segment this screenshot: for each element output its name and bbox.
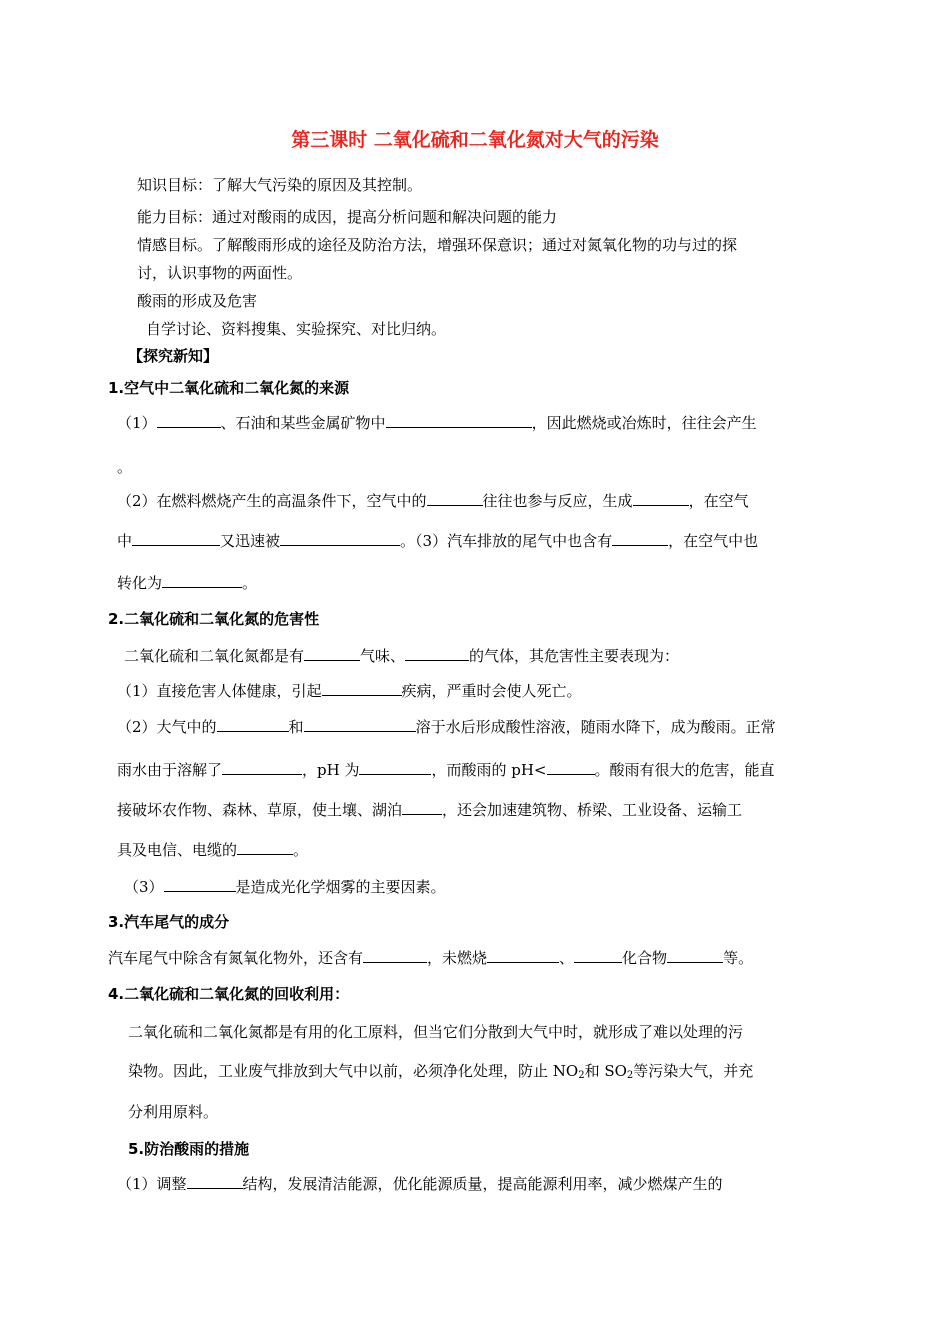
teaching-focus: 酸雨的形成及危害 — [137, 292, 258, 310]
s4-line-3: 分利用原料。 — [128, 1103, 219, 1121]
fill-blank[interactable] — [157, 413, 221, 428]
text: ，未燃烧 — [427, 949, 488, 967]
s2-intro — [124, 645, 679, 667]
text: 二氧化硫和二氧化氮都是有 — [124, 647, 305, 665]
fill-blank[interactable] — [612, 531, 668, 546]
text: 转化为 — [117, 574, 163, 592]
fill-blank[interactable] — [547, 760, 595, 775]
s4-line-2 — [128, 1060, 753, 1087]
text: 和 — [288, 718, 304, 736]
s1-paragraph-2 — [117, 490, 749, 512]
text: 。 — [293, 841, 309, 859]
fill-blank[interactable] — [322, 681, 402, 696]
subscript: 2 — [626, 1070, 634, 1081]
text: 。（3）汽车排放的尾气中也含有 — [400, 532, 613, 550]
fill-blank[interactable] — [667, 948, 723, 963]
fill-blank[interactable] — [164, 877, 236, 892]
text: ，在空气中也 — [668, 532, 759, 550]
text: 是造成光化学烟雾的主要因素。 — [235, 878, 446, 896]
s3-paragraph — [108, 947, 753, 969]
text: 汽车尾气中除含有氮氧化物外，还含有 — [108, 949, 364, 967]
fill-blank[interactable] — [574, 948, 622, 963]
text: 气味、 — [360, 647, 406, 665]
text: （1）直接危害人体健康，引起 — [117, 682, 322, 700]
text: 染物。因此，工业废气排放到大气中以前，必须净化处理，防止 NO — [128, 1062, 579, 1080]
knowledge-objective: 知识目标：了解大气污染的原因及其控制。 — [137, 176, 423, 194]
text: ，在空气 — [688, 492, 749, 510]
fill-blank[interactable] — [187, 1174, 243, 1189]
text: 化合物 — [622, 949, 668, 967]
text: 溶于水后形成酸性溶液，随雨水降下，成为酸雨。正常 — [415, 718, 776, 736]
ability-objective: 能力目标：通过对酸雨的成因，提高分析问题和解决问题的能力 — [137, 208, 558, 226]
s2-paragraph-2c — [117, 799, 742, 821]
text: ，而酸雨的 pH< — [431, 761, 547, 779]
page-title: 第三课时 二氧化硫和二氧化氮对大气的污染 — [291, 129, 659, 151]
fill-blank[interactable] — [280, 531, 400, 546]
s1-paragraph-2b — [117, 530, 758, 552]
text: （1）调整 — [117, 1175, 187, 1193]
text: 接破坏农作物、森林、草原，使土壤、湖泊 — [117, 801, 403, 819]
text: 的气体，其危害性主要表现为： — [469, 647, 680, 665]
explore-heading: 【探究新知】 — [128, 347, 219, 365]
s2-paragraph-3 — [124, 876, 446, 898]
fill-blank[interactable] — [237, 840, 293, 855]
text: 雨水由于溶解了 — [117, 761, 223, 779]
s2-paragraph-2d — [117, 839, 308, 861]
text: 等。 — [723, 949, 754, 967]
fill-blank[interactable] — [386, 413, 532, 428]
fill-blank[interactable] — [304, 717, 416, 732]
fill-blank[interactable] — [363, 948, 427, 963]
s2-paragraph-2 — [117, 716, 776, 738]
section-1-heading: 1.空气中二氧化硫和二氧化氮的来源 — [108, 379, 350, 397]
fill-blank[interactable] — [405, 646, 469, 661]
teaching-methods: 自学讨论、资料搜集、实验探究、对比归纳。 — [146, 320, 447, 338]
emotion-objective-line2: 讨，认识事物的两面性。 — [137, 264, 303, 282]
fill-blank[interactable] — [359, 760, 431, 775]
s1-paragraph-2c — [117, 572, 257, 594]
s4-line-1: 二氧化硫和二氧化氮都是有用的化工原料，但当它们分散到大气中时，就形成了难以处理的污 — [128, 1023, 744, 1041]
fill-blank[interactable] — [427, 491, 483, 506]
subscript: 2 — [578, 1070, 585, 1081]
text: 、 — [559, 949, 575, 967]
text: 。 — [242, 574, 258, 592]
text: （3） — [124, 878, 164, 896]
section-4-heading: 4.二氧化硫和二氧化氮的回收利用： — [108, 985, 350, 1003]
fill-blank[interactable] — [633, 491, 689, 506]
text: 结构，发展清洁能源，优化能源质量，提高能源利用率，减少燃煤产生的 — [242, 1175, 723, 1193]
text: 又迅速被 — [220, 532, 281, 550]
text: 中 — [117, 532, 133, 550]
s1-paragraph-1-end: 。 — [117, 458, 133, 476]
text: ，因此燃烧或冶炼时，往往会产生 — [531, 414, 757, 432]
fill-blank[interactable] — [487, 948, 559, 963]
text: ，还会加速建筑物、桥梁、工业设备、运输工 — [442, 801, 743, 819]
fill-blank[interactable] — [304, 646, 360, 661]
text: 、石油和某些金属矿物中 — [220, 414, 386, 432]
s2-paragraph-1 — [117, 680, 582, 702]
fill-blank[interactable] — [132, 531, 220, 546]
section-3-heading: 3.汽车尾气的成分 — [108, 913, 230, 931]
text: 具及电信、电缆的 — [117, 841, 238, 859]
s5-paragraph-1 — [117, 1173, 723, 1195]
section-5-heading: 5.防治酸雨的措施 — [128, 1140, 250, 1158]
text: ，pH 为 — [302, 761, 360, 779]
text: 和 SO — [584, 1062, 627, 1080]
text: 。酸雨有很大的危害，能直 — [594, 761, 775, 779]
fill-blank[interactable] — [402, 800, 442, 815]
fill-blank[interactable] — [222, 760, 302, 775]
s2-paragraph-2b — [117, 759, 775, 781]
text: （2）在燃料燃烧产生的高温条件下，空气中的 — [117, 492, 427, 510]
text: 等污染大气，并充 — [633, 1062, 754, 1080]
section-2-heading: 2.二氧化硫和二氧化氮的危害性 — [108, 610, 320, 628]
text: （2）大气中的 — [117, 718, 217, 736]
fill-blank[interactable] — [217, 717, 289, 732]
text: 往往也参与反应，生成 — [482, 492, 633, 510]
text: （1） — [117, 414, 157, 432]
fill-blank[interactable] — [162, 573, 242, 588]
s1-paragraph-1 — [117, 412, 757, 434]
emotion-objective-line1: 情感目标。了解酸雨形成的途径及防治方法，增强环保意识；通过对氮氧化物的功与过的探 — [137, 236, 738, 254]
text: 疾病，严重时会使人死亡。 — [401, 682, 582, 700]
